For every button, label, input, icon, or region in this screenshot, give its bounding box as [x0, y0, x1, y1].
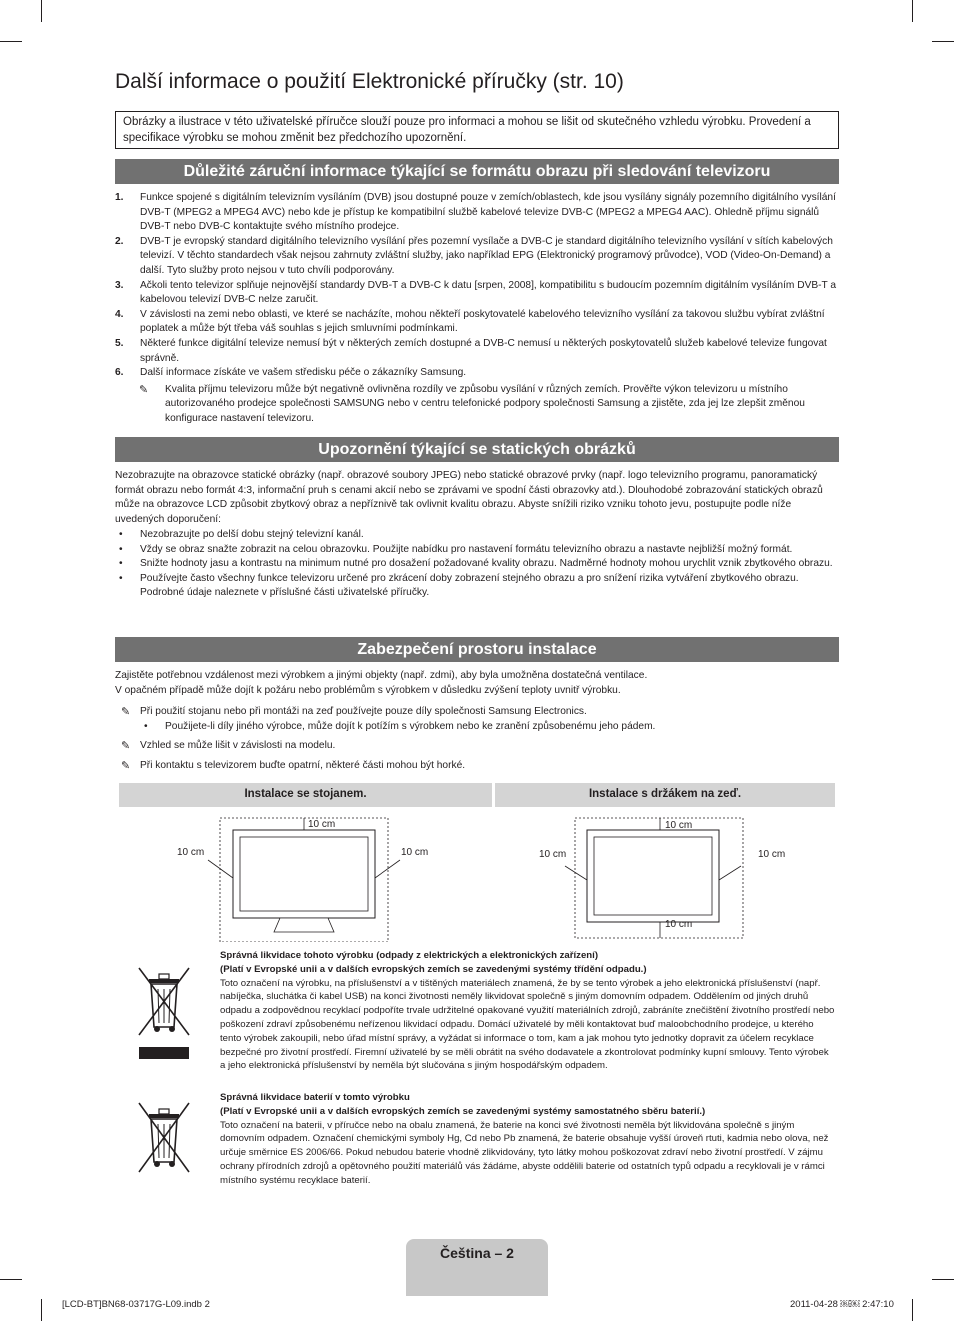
section-heading-installation-space: Zabezpečení prostoru instalace: [115, 637, 839, 662]
list-item: 2. DVB-T je evropský standard digitálního televizního vysílání přes pozemní vysílače a DVB-C je standard digitálního televizního vysílání v sítích kabelových televizí. V těchto standardech však nejsou zahrnuty zvláštní služby, jako například EPG (Elektronický programový průvodce), VOD (Video-On-Demand) a další. Tyto služby proto nejsou v tuto chvíli podporovány.: [115, 235, 833, 276]
distance-label-left: 10 cm: [539, 849, 567, 860]
list-item: • Použijete-li díly jiného výrobce, může dojít k potížím s výrobkem nebo ke zranění způsobenému jeho pádem.: [140, 720, 839, 735]
weee-title: Správná likvidace baterií v tomto výrobku: [220, 1092, 410, 1103]
distance-label-bottom: 10 cm: [665, 919, 693, 930]
wall-installation-header: Instalace s držákem na zeď.: [495, 783, 835, 807]
distance-label-left: 10 cm: [177, 847, 205, 858]
note-item: ✎ Kvalita příjmu televizoru může být negativně ovlivněna rozdíly ve způsobu vysílání v různých zemích. Prověřte výkon televizoru u místního autorizovaného prodejce společnosti SAMSUNG nebo v centru telefonické podpory společnosti Samsung a zjistěte, zda jej lze zlepšit změnou konfigurace nastavení televizoru.: [139, 383, 805, 424]
weee-body: Toto označení na výrobku, na příslušenství a v tištěných materiálech znamená, že by se tento výrobek a jeho elektronická příslušenství (např. nabíječka, sluchátka či kabel USB) na konci životnosti neměly likvidovat společně s jiným domovním odpadem. Oddělením od jiných druhů odpadu a zodpovědnou recyklací podpoříte trvale udržitelné opakované využití materiálních zdrojů, zabráníte znečištění životního prostředí nebo poškození zdraví způsobenému neřízenou likvidací odpadu. Domácí uživatelé by měli kontaktovat buď maloobchodního prodejce, u kterého tento výrobek zakoupili, nebo úřad místní správy, a vyžádat si informace o tom, kam a jak mohou tyto jednotky dopravit za účelem recyklace bezpečné pro životní prostředí. Firemní uživatelé by se měli obrátit na svého dodavatele a zkontrolovat podmínky kupní smlouvy. Tento výrobek a jeho elektronická příslušenství by neměla být slučována s jiným hospodářským odpadem.: [220, 977, 835, 1072]
installation-text: [115, 669, 839, 774]
note-pencil-icon: ✎: [121, 706, 131, 719]
list-item: • Vždy se obraz snažte zobrazit na celou obrazovku. Použijte nabídku pro nastavení formátu televizního obrazu a nastavte nejbližší možný formát.: [115, 543, 839, 558]
weee-title: Správná likvidace tohoto výrobku (odpady z elektrických a elektronických zařízení): [220, 950, 599, 961]
list-item: 1. Funkce spojené s digitálním televizním vysíláním (DVB) jsou dostupné pouze v zemích/oblastech, kde jsou vysílány signály pozemního digitálního vysílání DVB-T (MPEG2 a MPEG4 AVC) nebo kde je přístup ke kompatibilní službě kabelové televize DVB-C (MPEG2 a MPEG4 AAC). Ohledně příjmu signálů DVB-T nebo DVB-C kontaktujte svého místního prodejce.: [115, 192, 836, 233]
note-item: ✎ Při kontaktu s televizorem buďte opatrní, některé části mohou být horké.: [121, 759, 466, 772]
warranty-list: [115, 191, 839, 427]
list-item: • Nezobrazujte po delší dobu stejný televizní kanál.: [115, 528, 839, 543]
note-item: ✎ Vzhled se může lišit v závislosti na modelu.: [121, 740, 336, 753]
crop-mark: [0, 1279, 22, 1280]
distance-label-top: 10 cm: [308, 819, 336, 830]
weee-subtitle: (Platí v Evropské unii a v dalších evropských zemích se zavedenými systémy třídění odpadu.): [220, 963, 647, 975]
footer-timestamp: 2011-04-28 ￼￼ 2:47:10: [790, 1299, 894, 1310]
weee-product-notice: [220, 949, 835, 1073]
static-images-list: [115, 528, 839, 601]
weee-body: Toto označení na baterii, v příručce nebo na obalu znamená, že baterie na konci své životnosti neměla být likvidována společně s jiným domovním odpadem. Označení chemickými symboly Hg, Cd nebo Pb znamená, že baterie obsahuje vyšší úroveň rtuti, kadmia nebo olova, než určuje směrnice ES 2006/66. Pokud nebudou baterie vhodně zlikvidovány, tyto látky mohou poškozovat zdraví nebo životní prostředí. V zájmu ochrany přírodních zdrojů a opětovného použití materiálů vás žádáme, abyste oddělili baterie od ostatních typů odpadu a recyklovali je v rámci místního systému recyklace baterií.: [220, 1119, 829, 1186]
installation-paragraph: V opačném případě může dojít k požáru nebo problémům s výrobkem v důsledku zvýšení teploty uvnitř výrobku.: [115, 684, 621, 696]
stand-installation-header: Instalace se stojanem.: [119, 783, 492, 807]
page-number-tab: Čeština – 2: [406, 1239, 548, 1296]
list-item: • Používejte často všechny funkce televizoru určené pro zkrácení doby zobrazení stejného obrazu a pro snížení rizika vytváření zbytkového obrazu. Podrobné údaje naleznete v příslušné části uživatelské příručky.: [115, 572, 839, 601]
crossed-bin-battery-icon: [136, 1100, 194, 1180]
crop-mark: [0, 41, 22, 42]
intro-box: Obrázky a ilustrace v této uživatelské příručce slouží pouze pro informaci a mohou se lišit od skutečného vzhledu výrobku. Provedení a specifikace výrobku se mohou změnit bez předchozího upozornění.: [115, 111, 839, 149]
section-heading-warranty: Důležité záruční informace týkající se formátu obrazu při sledování televizoru: [115, 159, 839, 184]
list-item: 5. Některé funkce digitální televize nemusí být v některých zemích dostupné a DVB-C nemusí u některých poskytovatelů služeb kabelové televize fungovat správně.: [115, 337, 827, 364]
note-item: ✎ Při použití stojanu nebo při montáži na zeď používejte pouze díly společnosti Samsung Electronics.: [121, 706, 587, 719]
page-title: Další informace o použití Elektronické příručky (str. 10): [115, 70, 624, 93]
distance-label-right: 10 cm: [758, 849, 786, 860]
crop-mark: [41, 0, 42, 22]
distance-label-top: 10 cm: [665, 820, 693, 831]
distance-label-right: 10 cm: [401, 847, 429, 858]
section-heading-static-images: Upozornění týkající se statických obrázků: [115, 437, 839, 462]
list-item: 4. V závislosti na zemi nebo oblasti, ve které se nacházíte, mohou někteří poskytovatelé kabelového televizního vysílání za takovou službu vybírat zvláštní poplatek a může být třeba váš souhlas s jejich smluvními podmínkami.: [115, 308, 825, 335]
crop-mark: [932, 1279, 954, 1280]
crop-mark: [912, 1299, 913, 1321]
list-item: • Snižte hodnoty jasu a kontrastu na minimum nutné pro dosažení požadované kvality obrazu. Nadměrné hodnoty mohou urychlit vznik zbytkového obrazu.: [115, 557, 839, 572]
crop-mark: [41, 1299, 42, 1321]
crop-mark: [932, 41, 954, 42]
note-pencil-icon: ✎: [121, 740, 131, 753]
crop-mark: [912, 0, 913, 22]
note-pencil-icon: ✎: [139, 383, 149, 396]
stand-installation-diagram: [120, 810, 492, 942]
static-images-paragraph: Nezobrazujte na obrazovce statické obrázky (např. obrazové soubory JPEG) nebo statické obrazové prvky (např. logo televizního programu, panoramatický formát obrazu nebo formát 4:3, informační pruh s cenami akcií nebo se zprávami ve spodní části obrazovky atd.). Dlouhodobé zobrazování statických obrazů může na obrazovce LCD způsobit zbytkový obraz a nepříznivě tak ovlivnit kvalitu obrazu. Abyste snížili riziko vzniku tohoto jevu, postupujte podle níže uvedených doporučení:: [115, 470, 823, 525]
installation-paragraph: Zajistěte potřebnou vzdálenost mezi výrobkem a jinými objekty (např. zdmi), aby byla umožněna dostatečná ventilace.: [115, 670, 648, 681]
crossed-bin-icon: [136, 965, 194, 1063]
list-item: 3. Ačkoli tento televizor splňuje nejnovější standardy DVB-T a DVB-C k datu [srpen, 2008], kompatibilitu s budoucím pozemním digitálním vysíláním DVB-T a kabelovou televizí DVB-C nelze zaručit.: [115, 279, 837, 306]
weee-subtitle: (Platí v Evropské unii a v dalších evropských zemích se zavedenými systémy samostatného sběru baterií.): [220, 1105, 706, 1117]
note-pencil-icon: ✎: [121, 759, 131, 772]
note-sub-list: [115, 720, 839, 735]
list-item: 6. Další informace získáte ve vašem středisku péče o zákazníky Samsung.: [115, 367, 467, 379]
footer-file-name: [LCD-BT]BN68-03717G-L09.indb 2: [62, 1299, 210, 1310]
weee-battery-notice: [220, 1091, 835, 1188]
